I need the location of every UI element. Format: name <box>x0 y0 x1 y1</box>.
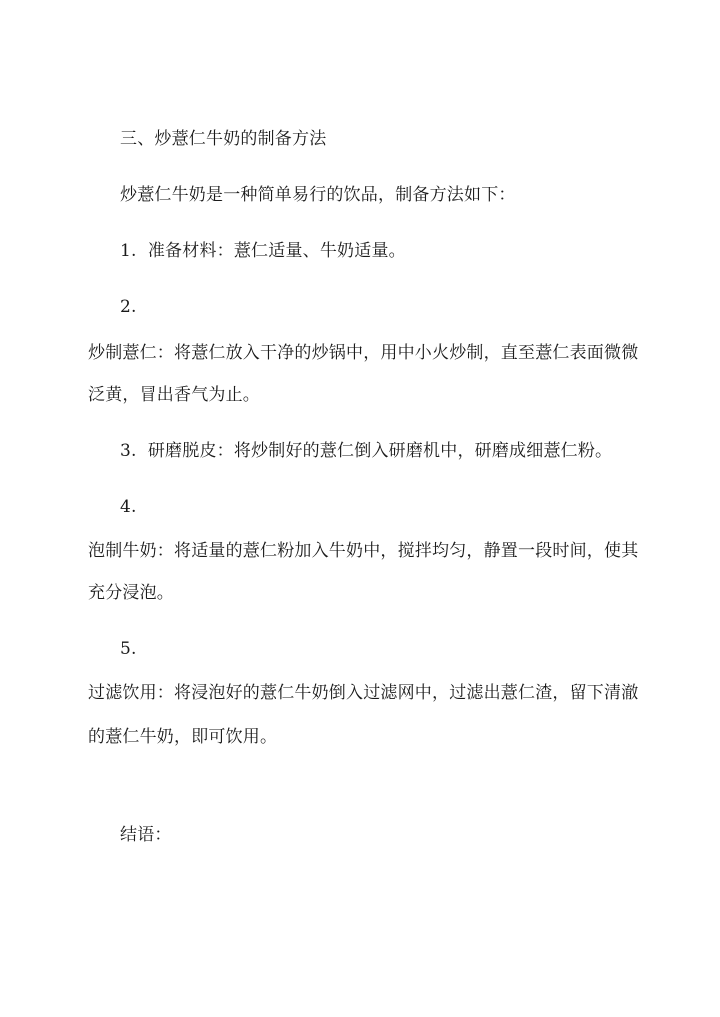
step-2-number: 2. <box>120 297 137 317</box>
step-1 <box>120 240 406 262</box>
step-5-text-line-2: 的薏仁牛奶，即可饮用。 <box>88 727 278 747</box>
step-4-text-line-2: 充分浸泡。 <box>88 583 174 603</box>
intro-paragraph: 炒薏仁牛奶是一种简单易行的饮品，制备方法如下： <box>120 185 516 205</box>
step-4-number: 4. <box>120 497 137 517</box>
step-number: 3. <box>120 441 137 461</box>
step-number: 1. <box>120 241 137 261</box>
step-5-number: 5. <box>120 639 137 659</box>
closing-heading: 结语： <box>120 825 172 845</box>
step-5-text-line-1: 过滤饮用：将浸泡好的薏仁牛奶倒入过滤网中，过滤出薏仁渣，留下清澈 <box>88 683 639 703</box>
step-2-text-line-1: 炒制薏仁：将薏仁放入干净的炒锅中，用中小火炒制，直至薏仁表面微微 <box>88 343 639 363</box>
section-heading: 三、炒薏仁牛奶的制备方法 <box>120 129 327 149</box>
step-4-text-line-1: 泡制牛奶：将适量的薏仁粉加入牛奶中，搅拌均匀，静置一段时间，使其 <box>88 541 639 561</box>
step-text: 准备材料：薏仁适量、牛奶适量。 <box>147 241 406 261</box>
step-text: 研磨脱皮：将炒制好的薏仁倒入研磨机中，研磨成细薏仁粉。 <box>147 441 613 461</box>
step-2-text-line-2: 泛黄，冒出香气为止。 <box>88 385 260 405</box>
step-3 <box>120 440 612 462</box>
